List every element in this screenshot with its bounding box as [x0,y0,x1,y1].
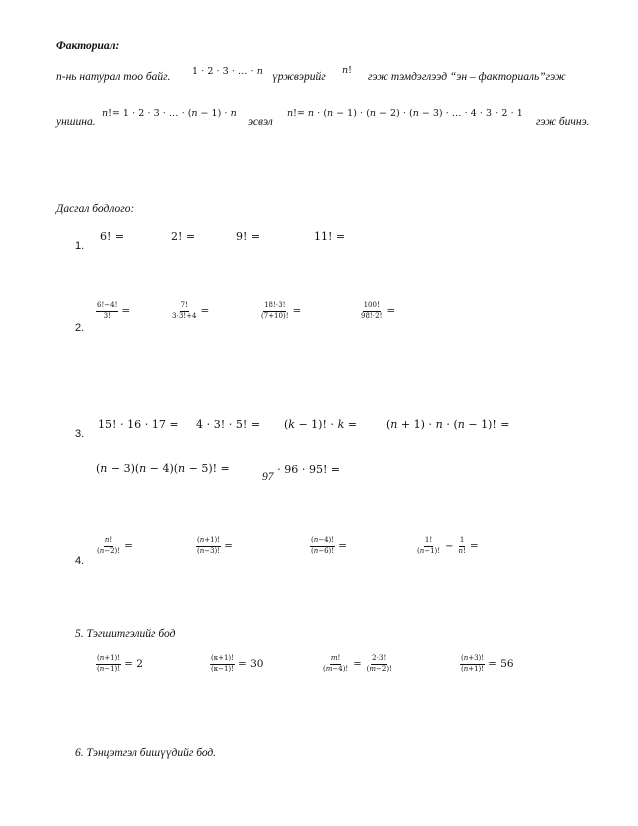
factorial-formula-2: 𝑛!= 𝑛 ⋅ (𝑛 − 1) ⋅ (𝑛 − 2) ⋅ (𝑛 − 3) ⋅ … ⋅ 4 ⋅ 3 ⋅ 2 ⋅ 1 [287,108,523,119]
ex4-f3-numerator: (𝑛−4)! [310,537,335,547]
ex5-equation-1 [96,655,143,673]
ex4-f4b-denominator: 𝑛! [458,546,466,555]
ex5-e3-rhs-numerator: 2⋅3! [371,655,387,665]
ex5-e3-rhs-denominator: (𝑚−2)! [366,664,392,673]
ex2-f4-equals: = [386,305,396,318]
ex3-item-2: 4 ⋅ 3! ⋅ 5! = [196,418,261,431]
ex1-item-1: 6! = [100,230,125,243]
ex1-item-2: 2! = [171,230,196,243]
ex4-f2-equals: = [224,540,233,553]
ex5-e1-rhs: = 2 [124,658,143,671]
factorial-formula-1: 𝑛!= 1 ⋅ 2 ⋅ 3 ⋅ … ⋅ (𝑛 − 1) ⋅ 𝑛 [102,108,237,119]
ex4-f2-numerator: (𝑛+1)! [196,537,221,547]
ex3-item-1: 15! ⋅ 16 ⋅ 17 = [98,418,179,431]
ex3-item-6-prefix: 97 [262,471,274,483]
ex3-item-6: ⋅ 96 ⋅ 95! = [277,463,341,476]
ex3-item-4: (𝑛 + 1) ⋅ 𝑛 ⋅ (𝑛 − 1)! = [386,418,510,431]
ex3-item-5: (𝑛 − 3)(𝑛 − 4)(𝑛 − 5)! = [96,462,230,475]
ex5-e4-numerator: (𝑛+3)! [460,655,485,665]
ex5-e3-numerator: 𝑚! [330,655,341,665]
ex2-f4-denominator: 98!⋅2! [361,311,383,320]
ex5-e2-numerator: (к+1)! [210,655,235,665]
intro-text-1: n-нь натурал тоо байг. [56,71,171,83]
intro-text-5: эсвэл [248,116,273,128]
ex2-fraction-3 [260,302,301,320]
ex2-f3-denominator: (7+10)! [261,311,289,320]
ex5-e2-denominator: (к−1)! [211,664,234,673]
ex4-f4-minus: − [445,540,454,552]
ex4-fraction-4 [416,537,479,555]
ex5-e4-denominator: (𝑛+1)! [461,664,485,673]
intro-symbol: 𝑛! [342,65,352,76]
ex2-f2-equals: = [200,305,210,318]
ex4-f4b-numerator: 1 [459,537,465,547]
ex3-item-3: (𝑘 − 1)! ⋅ 𝑘 = [284,418,358,431]
intro-text-4: уншина. [56,116,96,128]
exercise-3-number: 3. [75,428,85,440]
ex4-f4-equals: = [469,540,479,553]
ex1-item-4: 11! = [314,230,346,243]
ex5-equation-4 [460,655,514,673]
ex2-f2-numerator: 7! [180,302,189,312]
ex5-e1-numerator: (𝑛+1)! [96,655,121,665]
ex2-f4-numerator: 100! [363,302,381,312]
page-title: Факториал: [56,40,120,52]
ex2-f1-numerator: 6!−4! [96,302,118,312]
ex4-f1-numerator: 𝑛! [104,537,113,547]
ex4-f4a-denominator: (𝑛−1)! [417,546,441,555]
ex2-f3-equals: = [292,305,302,318]
ex4-f3-equals: = [338,540,347,553]
ex4-f1-equals: = [124,540,133,553]
ex2-fraction-4 [360,302,395,320]
intro-text-6: гэж бичнэ. [536,116,590,128]
ex4-fraction-1 [96,537,133,555]
exercise-5-label: 5. Тэгшитгэлийг бод [75,628,176,640]
ex4-fraction-3 [310,537,347,555]
intro-text-3: гэж тэмдэглээд “эн – факториаль”гэж [368,71,566,83]
ex5-equation-3 [322,655,393,673]
exercise-4-number: 4. [75,555,85,567]
ex4-fraction-2 [196,537,233,555]
ex4-f3-denominator: (𝑛−6)! [311,546,335,555]
ex4-f1-denominator: (𝑛−2)! [97,546,121,555]
ex1-item-3: 9! = [236,230,261,243]
ex2-fraction-2 [171,302,209,320]
ex5-e3-equals: = [353,658,362,670]
section-title: Дасгал бодлого: [56,203,135,215]
ex5-e2-rhs: = 30 [237,658,264,671]
ex5-equation-2 [210,655,263,673]
ex4-f4a-numerator: 1! [424,537,433,547]
ex2-f1-equals: = [121,305,131,318]
exercise-2-number: 2. [75,322,85,334]
ex4-f2-denominator: (𝑛−3)! [197,546,221,555]
ex2-f3-numerator: 18!⋅3! [263,302,286,312]
ex2-f2-denominator: 3⋅3!+4 [172,311,197,320]
intro-text-2: үржвэрийг [272,71,326,83]
intro-product: 1 ⋅ 2 ⋅ 3 ⋅ … ⋅ 𝑛 [192,66,263,77]
ex5-e3-denominator: (𝑚−4)! [323,664,349,673]
ex2-f1-denominator: 3! [103,311,111,320]
exercise-6-label: 6. Тэнцэтгэл бишүүдийг бод. [75,747,217,759]
ex5-e1-denominator: (𝑛−1)! [97,664,121,673]
exercise-1-number: 1. [75,240,85,252]
ex2-fraction-1 [96,302,130,320]
ex5-e4-rhs: = 56 [488,658,514,671]
